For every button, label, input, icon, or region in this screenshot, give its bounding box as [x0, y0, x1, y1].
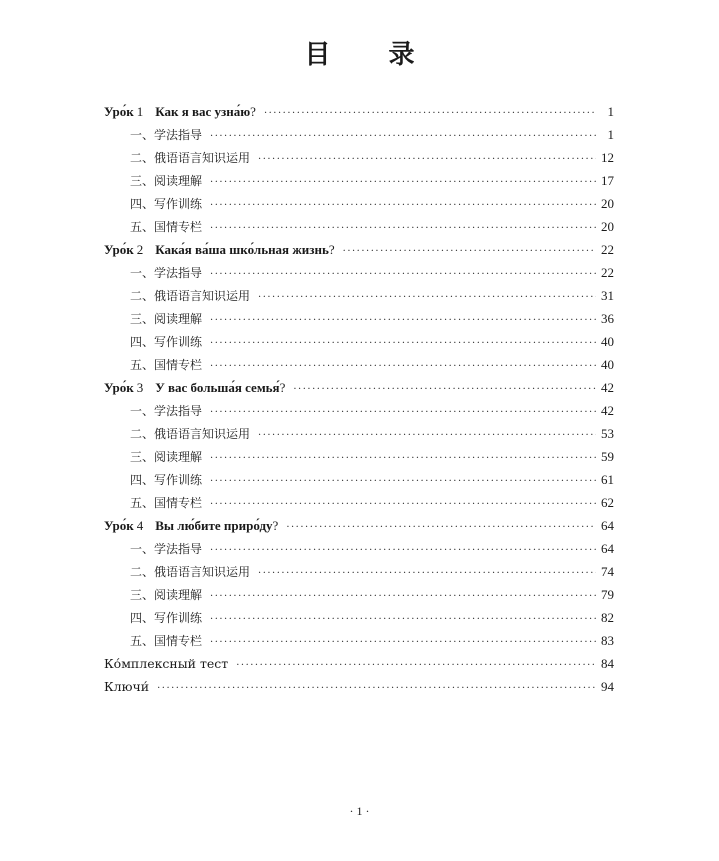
toc-page-number: 40 — [601, 334, 614, 349]
toc-sub-entry[interactable] — [104, 537, 614, 560]
toc-page-number: 1 — [607, 104, 614, 119]
dot-leader — [343, 240, 596, 263]
lesson-question-mark: ? — [272, 518, 279, 533]
toc-sub-entry[interactable] — [104, 399, 614, 422]
toc-entry-label — [104, 238, 335, 261]
toc-entry-label: 一、学法指导 — [130, 404, 203, 418]
toc-entry-label: 二、俄语语言知识运用 — [130, 289, 251, 303]
toc-sub-entry[interactable] — [104, 284, 614, 307]
lesson-number: 2 — [136, 242, 144, 257]
toc-lesson-entry[interactable] — [104, 514, 614, 537]
lesson-word: Уро́к — [104, 242, 134, 257]
toc-entry-label — [104, 514, 278, 537]
toc-page-number: 42 — [601, 380, 614, 395]
toc-page-number: 62 — [601, 495, 614, 510]
toc-page-number: 36 — [601, 311, 614, 326]
lesson-number: 3 — [136, 380, 144, 395]
toc-page-number: 64 — [601, 541, 614, 556]
toc-page-number: 42 — [601, 403, 614, 418]
toc-entry-label — [104, 376, 285, 399]
dot-leader — [210, 401, 596, 424]
toc-sub-entry[interactable] — [104, 445, 614, 468]
dot-leader — [210, 125, 596, 148]
lesson-number: 1 — [136, 104, 144, 119]
toc-lesson-entry[interactable] — [104, 376, 614, 399]
title-char-2: 录 — [388, 40, 415, 70]
toc-page-number: 59 — [601, 449, 614, 464]
dot-leader — [210, 355, 596, 378]
toc-page-number: 22 — [601, 265, 614, 280]
toc-page-number: 20 — [601, 219, 614, 234]
dot-leader — [210, 263, 596, 286]
toc-page-number: 61 — [601, 472, 614, 487]
toc-entry-label: 五、国情专栏 — [130, 496, 203, 510]
dot-leader — [210, 585, 596, 608]
dot-leader — [210, 631, 596, 654]
toc-sub-entry[interactable] — [104, 422, 614, 445]
page-number-footer: · 1 · — [349, 804, 370, 818]
toc-lesson-entry[interactable] — [104, 238, 614, 261]
toc-page-number: 22 — [601, 242, 614, 257]
toc-sub-entry[interactable] — [104, 583, 614, 606]
lesson-word: Уро́к — [104, 104, 134, 119]
toc-entry[interactable] — [104, 675, 614, 698]
dot-leader — [293, 378, 596, 401]
toc-entry-label — [104, 100, 256, 123]
toc-sub-entry[interactable] — [104, 169, 614, 192]
toc-page-number: 83 — [601, 633, 614, 648]
toc-entry-label: 四、写作训练 — [130, 335, 203, 349]
toc-page-number: 74 — [601, 564, 614, 579]
toc-sub-entry[interactable] — [104, 123, 614, 146]
toc-entry-label: 五、国情专栏 — [130, 634, 203, 648]
dot-leader — [210, 493, 596, 516]
toc-sub-entry[interactable] — [104, 560, 614, 583]
toc-page-number: 82 — [601, 610, 614, 625]
dot-leader — [258, 562, 596, 585]
toc-sub-entry[interactable] — [104, 629, 614, 652]
dot-leader — [210, 470, 596, 493]
dot-leader — [210, 194, 596, 217]
toc-entry-label: 二、俄语语言知识运用 — [130, 427, 251, 441]
toc-sub-entry[interactable] — [104, 215, 614, 238]
dot-leader — [258, 148, 596, 171]
toc-sub-entry[interactable] — [104, 353, 614, 376]
toc-sub-entry[interactable] — [104, 307, 614, 330]
dot-leader — [210, 539, 596, 562]
toc-page-number: 64 — [601, 518, 614, 533]
toc-entry-label: 三、阅读理解 — [130, 588, 203, 602]
lesson-title: У вас больша́я семья́ — [155, 380, 280, 395]
toc-entry-label: 二、俄语语言知识运用 — [130, 565, 251, 579]
title-char-1: 目 — [304, 40, 331, 70]
page-title — [0, 40, 719, 70]
lesson-word: Уро́к — [104, 518, 134, 533]
toc-page-number: 79 — [601, 587, 614, 602]
toc-lesson-entry[interactable] — [104, 100, 614, 123]
lesson-question-mark: ? — [328, 242, 335, 257]
toc-entry-label: Ко́мплексный тест — [104, 656, 229, 671]
toc-sub-entry[interactable] — [104, 261, 614, 284]
toc-page-number: 84 — [601, 656, 614, 671]
toc-entry-label: 一、学法指导 — [130, 128, 203, 142]
toc-entry-label: 五、国情专栏 — [130, 358, 203, 372]
toc-sub-entry[interactable] — [104, 468, 614, 491]
lesson-title: Кака́я ва́ша шко́льная жизнь — [155, 242, 329, 257]
toc-page-number: 94 — [601, 679, 614, 694]
toc-page-number: 31 — [601, 288, 614, 303]
toc-page-number: 17 — [601, 173, 614, 188]
dot-leader — [236, 654, 596, 677]
dot-leader — [264, 102, 596, 125]
toc-sub-entry[interactable] — [104, 192, 614, 215]
dot-leader — [258, 424, 596, 447]
toc-entry-label: 四、写作训练 — [130, 473, 203, 487]
dot-leader — [210, 171, 596, 194]
toc-entry-label: 五、国情专栏 — [130, 220, 203, 234]
lesson-question-mark: ? — [279, 380, 286, 395]
dot-leader — [210, 447, 596, 470]
lesson-title: Вы лю́бите приро́ду — [155, 518, 273, 533]
toc-entry-label: 一、学法指导 — [130, 266, 203, 280]
dot-leader — [157, 677, 596, 700]
dot-leader — [258, 286, 596, 309]
lesson-word: Уро́к — [104, 380, 134, 395]
toc-sub-entry[interactable] — [104, 330, 614, 353]
toc-page-number: 53 — [601, 426, 614, 441]
toc-entry[interactable] — [104, 652, 614, 675]
toc-entry-label: 三、阅读理解 — [130, 312, 203, 326]
dot-leader — [210, 332, 596, 355]
dot-leader — [210, 309, 596, 332]
toc-entry-label: 四、写作训练 — [130, 197, 203, 211]
toc-page-number: 1 — [607, 127, 614, 142]
dot-leader — [210, 608, 596, 631]
toc-entry-label: Ключи́ — [104, 679, 150, 694]
toc-entry-label: 四、写作训练 — [130, 611, 203, 625]
lesson-question-mark: ? — [250, 104, 256, 119]
dot-leader — [286, 516, 596, 539]
toc-entry-label: 三、阅读理解 — [130, 450, 203, 464]
toc-sub-entry[interactable] — [104, 146, 614, 169]
toc-entry-label: 三、阅读理解 — [130, 174, 203, 188]
table-of-contents — [104, 100, 614, 698]
toc-page-number: 12 — [601, 150, 614, 165]
lesson-number: 4 — [136, 518, 144, 533]
toc-sub-entry[interactable] — [104, 606, 614, 629]
toc-entry-label: 一、学法指导 — [130, 542, 203, 556]
toc-entry-label: 二、俄语语言知识运用 — [130, 151, 251, 165]
dot-leader — [210, 217, 596, 240]
toc-page-number: 20 — [601, 196, 614, 211]
toc-page-number: 40 — [601, 357, 614, 372]
lesson-title: Как я вас узна́ю — [155, 104, 251, 119]
toc-sub-entry[interactable] — [104, 491, 614, 514]
